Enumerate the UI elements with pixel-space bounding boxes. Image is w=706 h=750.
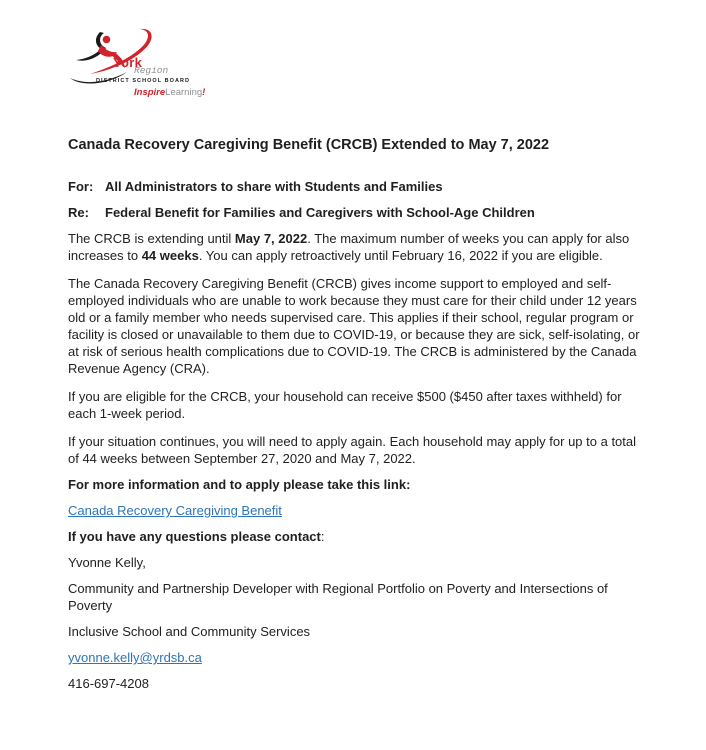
paragraph-reapply: If your situation continues, you will need to apply again. Each household may apply for up to a total of 44 weeks between September 27, 2020 and May 7, 2022. [68,434,637,466]
logo-tagline-inspire: Inspire [134,87,166,98]
paragraph-amount: If you are eligible for the CRCB, your household can receive $500 ($450 after taxes withheld) for each 1-week period. [68,389,622,421]
logo-tagline [134,87,205,98]
link-intro-line: For more information and to apply please take this link: [68,477,411,492]
memo-for-row [68,178,641,195]
p1-text: . The maximum number of weeks you can apply for also increases to [68,231,630,263]
contact-name: Yvonne Kelly, [68,555,146,570]
logo-tagline-exclamation: ! [202,87,206,98]
contact-role: Community and Partnership Developer with Regional Portfolio on Poverty and Intersections of Poverty [68,581,608,613]
contact-department: Inclusive School and Community Services [68,624,311,639]
letter-body [68,136,641,701]
memo-re-row [68,204,641,221]
contact-email-link[interactable]: yvonne.kelly@yrdsb.ca [68,650,202,665]
benefit-link-line [68,502,641,519]
logo-york-text: York [113,55,143,70]
paragraph-extension [68,230,641,264]
memo-for-value: All Administrators to share with Students and Families [105,179,443,194]
questions-colon: : [320,529,325,544]
contact-email-line [68,649,641,666]
logo-region-text: Region [134,65,169,76]
logo-board-text: DISTRICT SCHOOL BOARD [96,78,191,84]
p1-weeks-bold: 44 weeks [141,248,199,263]
questions-line [68,528,641,545]
logo-tagline-learning: Learning [165,87,203,98]
questions-bold-text: If you have any questions please contact [68,529,321,544]
contact-phone: 416-697-4208 [68,676,149,691]
p1-text: . You can apply retroactively until February 16, 2022 if you are eligible. [198,248,603,263]
p1-date-bold: May 7, 2022 [234,231,308,246]
page-title: Canada Recovery Caregiving Benefit (CRCB) Extended to May 7, 2022 [68,137,550,153]
paragraph-description: The Canada Recovery Caregiving Benefit (CRCB) gives income support to employed and self-employed individuals who are unable to work because they must care for their child under 12 years old or a family member who needs supervised care. This applies if their school, regular program or facility is closed or unavailable to them due to COVID-19, or because they are sick, self-isolating, or at risk of serious health complications due to COVID-19. The CRCB is administered by the Canada Revenue Agency (CRA). [68,276,640,376]
memo-for-label: For: [68,179,94,194]
yrdsb-logo [70,28,210,100]
p1-text: The CRCB is extending until [68,231,235,246]
crcb-benefit-link[interactable]: Canada Recovery Caregiving Benefit [68,503,282,518]
memo-re-value: Federal Benefit for Families and Caregivers with School-Age Children [105,205,535,220]
memo-re-label: Re: [68,205,89,220]
